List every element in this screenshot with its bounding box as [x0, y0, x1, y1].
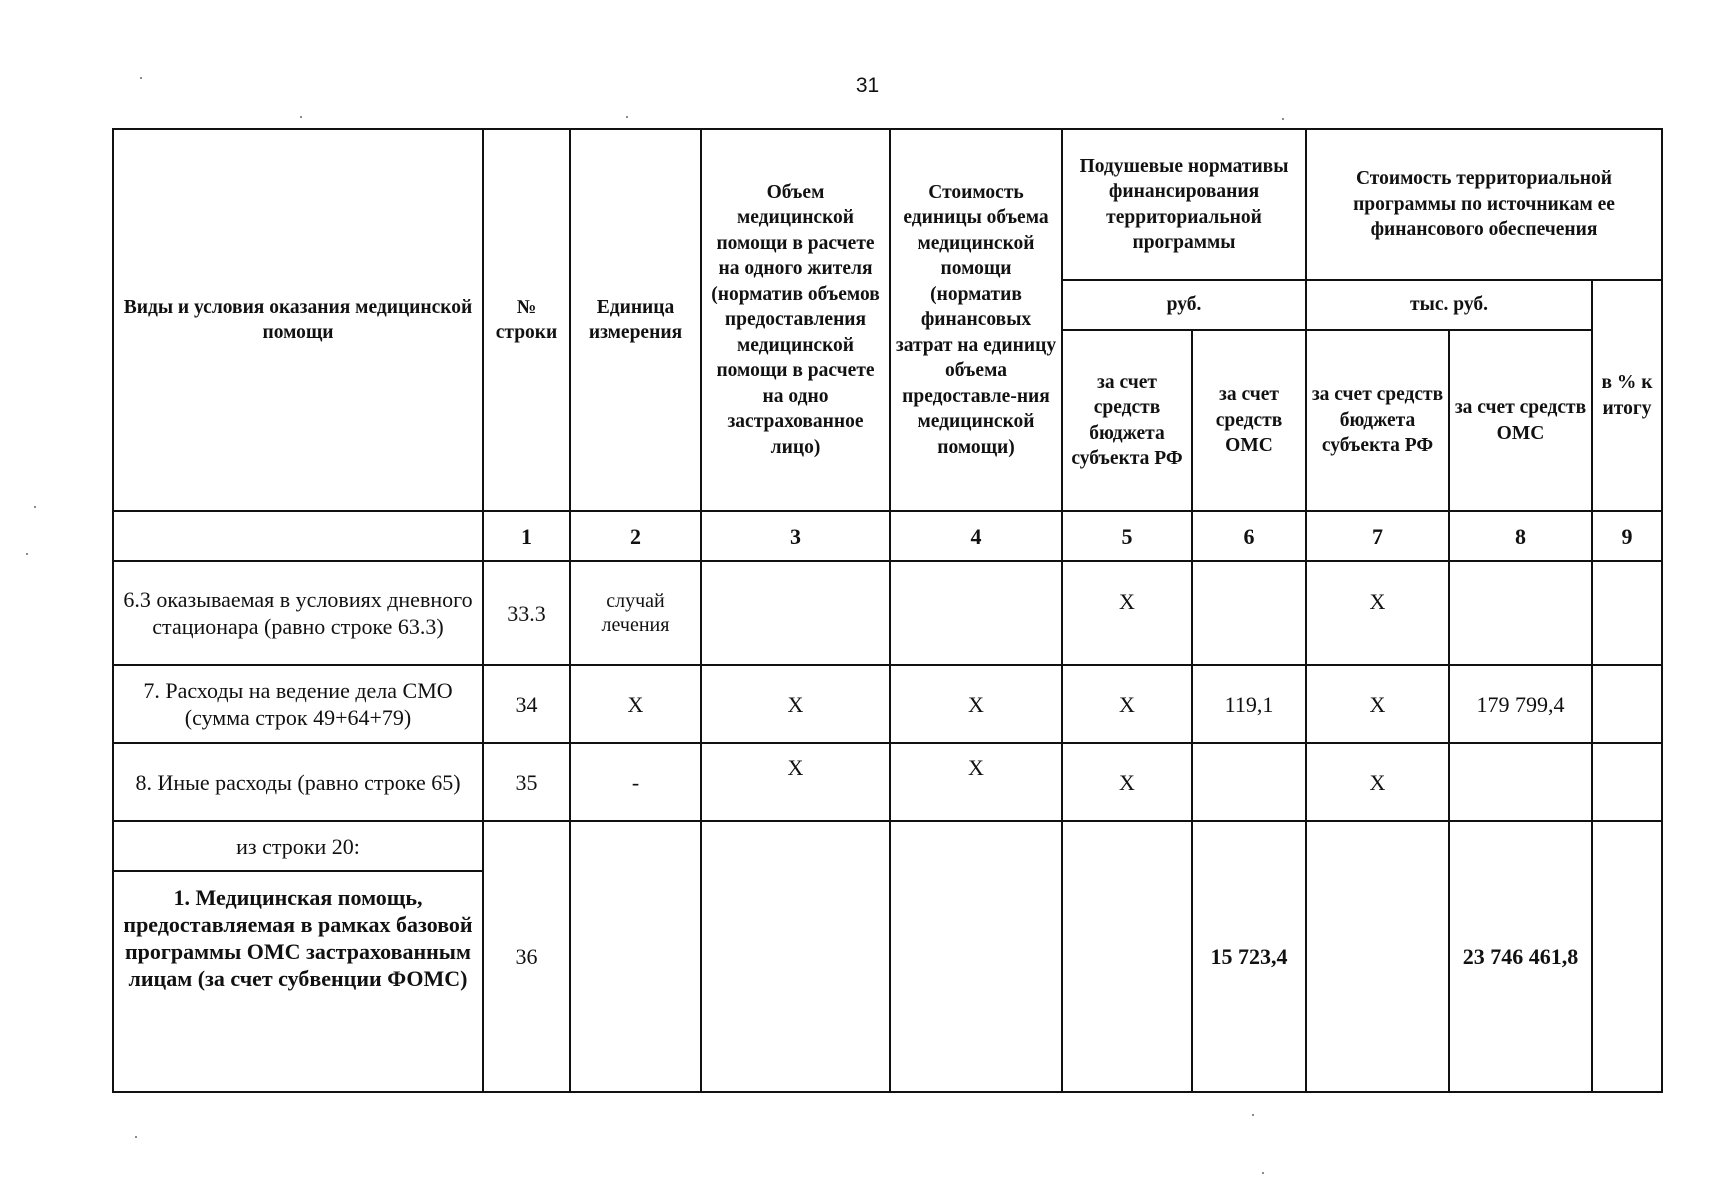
header-unit-cost: Стоимость единицы объема медицинской помощи (норматив финансовых затрат на единицу объема предоставле-ния медицинской помощи) — [890, 129, 1062, 511]
row-number: 35 — [483, 743, 570, 821]
scan-speck — [1262, 1172, 1264, 1174]
from-row-label: из строки 20: — [113, 821, 483, 871]
header-oms-2: за счет средств ОМС — [1449, 330, 1592, 511]
row-name: 6.3 оказываемая в условиях дневного стационара (равно строке 63.3) — [113, 561, 483, 665]
financial-table — [112, 128, 1663, 1093]
cell-oms-rub: 15 723,4 — [1192, 821, 1306, 1092]
row-unit — [570, 821, 701, 1092]
cell-volume: Х — [701, 743, 890, 821]
column-number: 1 — [483, 511, 570, 561]
column-number: 3 — [701, 511, 890, 561]
cell-percent — [1592, 821, 1662, 1092]
header-cost-by-source: Стоимость территориальной программы по источникам ее финансового обеспечения — [1306, 129, 1662, 280]
row-number: 34 — [483, 665, 570, 743]
cell-oms-thousand: 23 746 461,8 — [1449, 821, 1592, 1092]
column-number: 8 — [1449, 511, 1592, 561]
cell-budget-thousand: Х — [1306, 743, 1449, 821]
header-row-number: № строки — [483, 129, 570, 511]
cell-volume: Х — [701, 665, 890, 743]
cell-percent — [1592, 743, 1662, 821]
column-number-empty — [113, 511, 483, 561]
cell-oms-rub — [1192, 743, 1306, 821]
header-unit-thousand-rub: тыс. руб. — [1306, 280, 1592, 330]
cell-budget-thousand — [1306, 821, 1449, 1092]
table-row — [113, 665, 1662, 743]
header-types-of-care: Виды и условия оказания медицинской помощи — [113, 129, 483, 511]
header-oms: за счет средств ОМС — [1192, 330, 1306, 511]
header-percent-of-total: в % к итогу — [1592, 280, 1662, 511]
row-name: 1. Медицинская помощь, предоставляемая в рамках базовой программы ОМС застрахованным лицам (за счет субвенции ФОМС) — [113, 871, 483, 1092]
cell-volume — [701, 821, 890, 1092]
header-volume: Объем медицинской помощи в расчете на одного жителя (норматив объемов предоставления медицинской помощи в расчете на одно застрахованное лицо) — [701, 129, 890, 511]
cell-budget-thousand: Х — [1306, 665, 1449, 743]
cell-percent — [1592, 665, 1662, 743]
header-per-capita-norms: Подушевые нормативы финансирования территориальной программы — [1062, 129, 1306, 280]
header-unit: Единица измерения — [570, 129, 701, 511]
cell-oms-rub: 119,1 — [1192, 665, 1306, 743]
column-number: 6 — [1192, 511, 1306, 561]
column-number: 5 — [1062, 511, 1192, 561]
scan-speck — [626, 116, 628, 118]
cell-unit-cost: Х — [890, 743, 1062, 821]
scan-speck — [140, 77, 142, 79]
page-number: 31 — [855, 74, 880, 97]
cell-budget-thousand: Х — [1306, 561, 1449, 665]
cell-unit-cost — [890, 561, 1062, 665]
scan-speck — [135, 1136, 137, 1138]
cell-oms-thousand — [1449, 561, 1592, 665]
header-budget-rf: за счет средств бюджета субъекта РФ — [1062, 330, 1192, 511]
cell-budget-rub: Х — [1062, 561, 1192, 665]
table-row — [113, 743, 1662, 821]
cell-percent — [1592, 561, 1662, 665]
cell-budget-rub — [1062, 821, 1192, 1092]
column-number: 9 — [1592, 511, 1662, 561]
row-name: 7. Расходы на ведение дела СМО (сумма строк 49+64+79) — [113, 665, 483, 743]
cell-unit-cost — [890, 821, 1062, 1092]
cell-unit-cost: Х — [890, 665, 1062, 743]
header-budget-rf-2: за счет средств бюджета субъекта РФ — [1306, 330, 1449, 511]
row-number: 36 — [483, 821, 570, 1092]
header-unit-rub: руб. — [1062, 280, 1306, 330]
column-number: 7 — [1306, 511, 1449, 561]
scan-speck — [26, 553, 28, 555]
scan-speck — [300, 116, 302, 118]
cell-budget-rub: Х — [1062, 743, 1192, 821]
column-number: 2 — [570, 511, 701, 561]
column-number: 4 — [890, 511, 1062, 561]
scan-speck — [1252, 1114, 1254, 1116]
cell-volume — [701, 561, 890, 665]
table-row — [113, 561, 1662, 665]
row-unit: случай лечения — [570, 561, 701, 665]
scan-speck — [34, 506, 36, 508]
row-name: 8. Иные расходы (равно строке 65) — [113, 743, 483, 821]
row-unit: - — [570, 743, 701, 821]
cell-oms-thousand: 179 799,4 — [1449, 665, 1592, 743]
table-row — [113, 821, 1662, 871]
column-numbers-row — [113, 511, 1662, 561]
row-number: 33.3 — [483, 561, 570, 665]
cell-budget-rub: Х — [1062, 665, 1192, 743]
cell-oms-rub — [1192, 561, 1306, 665]
row-unit: Х — [570, 665, 701, 743]
scan-speck — [1282, 118, 1284, 120]
cell-oms-thousand — [1449, 743, 1592, 821]
